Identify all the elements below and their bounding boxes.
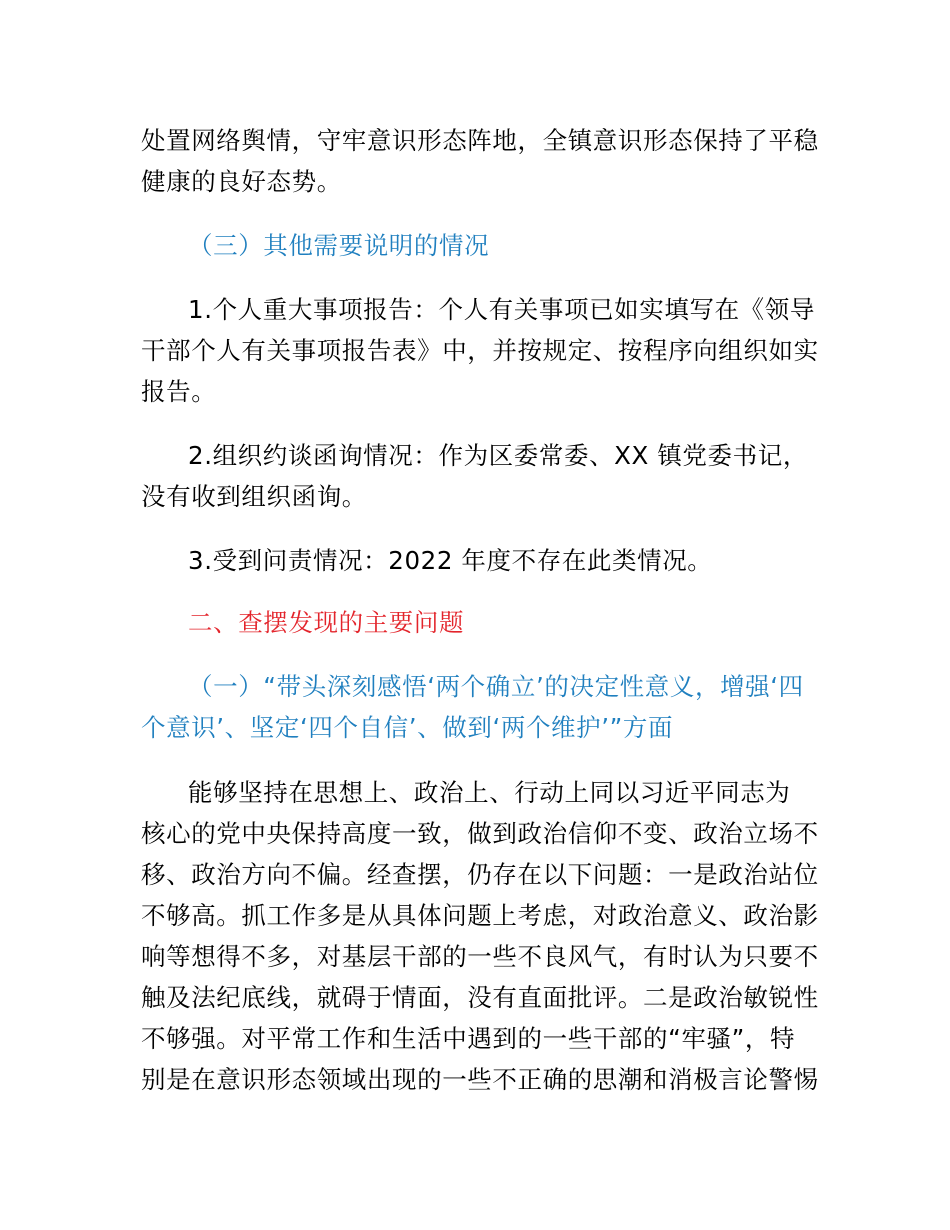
body-text-line: 3.受到问责情况：2022 年度不存在此类情况。 bbox=[188, 546, 713, 575]
body-text-line: 移、政治方向不偏。经查摆，仍存在以下问题：一是政治站位 bbox=[141, 860, 819, 889]
body-text-line: 触及法纪底线，就碍于情面，没有直面批评。二是政治敏锐性 bbox=[141, 983, 819, 1012]
subheading-other-matters: （三）其他需要说明的情况 bbox=[188, 231, 490, 260]
body-text-line: 响等想得不多，对基层干部的一些不良风气，有时认为只要不 bbox=[141, 942, 819, 971]
body-text-line: 没有收到组织函询。 bbox=[141, 482, 367, 511]
subheading-two-establishes-cont: 个意识’、坚定‘四个自信’、做到‘两个维护’”方面 bbox=[141, 713, 674, 742]
body-text-line: 核心的党中央保持高度一致，做到政治信仰不变、政治立场不 bbox=[141, 819, 819, 848]
body-text-line: 别是在意识形态领域出现的一些不正确的思潮和消极言论警惕 bbox=[141, 1065, 819, 1094]
subheading-two-establishes: （一）“带头深刻感悟‘两个确立’的决定性意义，增强‘四 bbox=[188, 672, 804, 701]
body-text-line: 能够坚持在思想上、政治上、行动上同以习近平同志为 bbox=[188, 778, 791, 807]
body-text-line: 干部个人有关事项报告表》中，并按规定、按程序向组织如实 bbox=[141, 336, 819, 365]
body-text-line: 1.个人重大事项报告：个人有关事项已如实填写在《领导 bbox=[188, 295, 815, 324]
body-text-line: 健康的良好态势。 bbox=[141, 167, 342, 196]
section-heading-problems: 二、查摆发现的主要问题 bbox=[188, 608, 465, 637]
body-text-line: 不够高。抓工作多是从具体问题上考虑，对政治意义、政治影 bbox=[141, 901, 819, 930]
body-text-line: 2.组织约谈函询情况：作为区委常委、XX 镇党委书记， bbox=[188, 441, 808, 470]
body-text-line: 不够强。对平常工作和生活中遇到的一些干部的“牢骚”，特 bbox=[141, 1024, 796, 1053]
body-text-line: 处置网络舆情，守牢意识形态阵地，全镇意识形态保持了平稳 bbox=[141, 126, 819, 155]
body-text-line: 报告。 bbox=[141, 377, 217, 406]
